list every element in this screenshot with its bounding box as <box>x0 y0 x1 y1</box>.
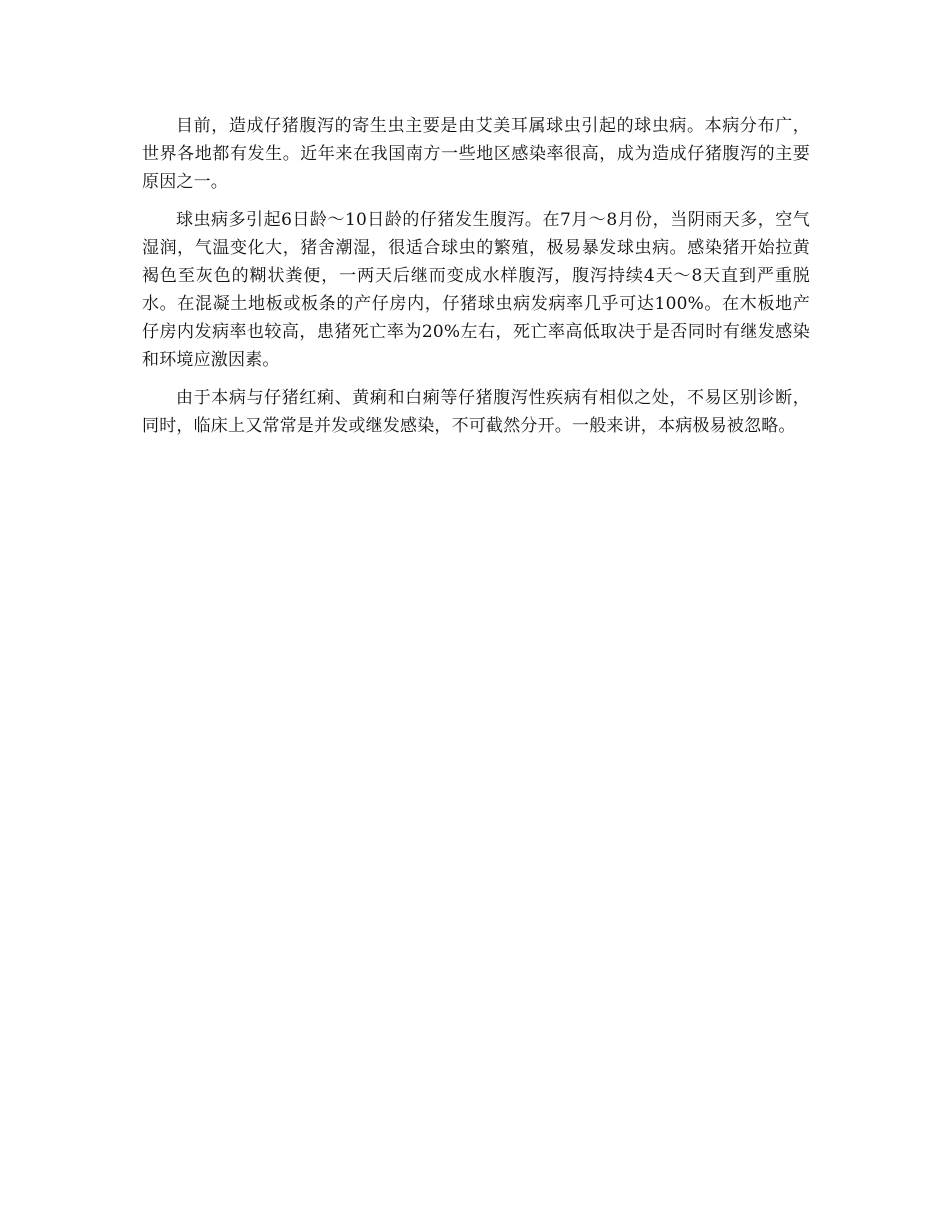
paragraph-3: 由于本病与仔猪红痢、黄痢和白痢等仔猪腹泻性疾病有相似之处，不易区别诊断，同时，临床上又常常是并发或继发感染，不可截然分开。一般来讲，本病极易被忽略。 <box>142 388 810 436</box>
document-body <box>142 112 810 450</box>
paragraph-1: 目前，造成仔猪腹泻的寄生虫主要是由艾美耳属球虫引起的球虫病。本病分布广，世界各地都有发生。近年来在我国南方一些地区感染率很高，成为造成仔猪腹泻的主要原因之一。 <box>142 116 810 192</box>
paragraph-2: 球虫病多引起6日龄～10日龄的仔猪发生腹泻。在7月～8月份，当阴雨天多，空气湿润，气温变化大，猪舍潮湿，很适合球虫的繁殖，极易暴发球虫病。感染猪开始拉黄褐色至灰色的糊状粪便，一两天后继而变成水样腹泻，腹泻持续4天～8天直到严重脱水。在混凝土地板或板条的产仔房内，仔猪球虫病发病率几乎可达100%。在木板地产仔房内发病率也较高，患猪死亡率为20%左右，死亡率高低取决于是否同时有继发感染和环境应激因素。 <box>142 210 810 370</box>
